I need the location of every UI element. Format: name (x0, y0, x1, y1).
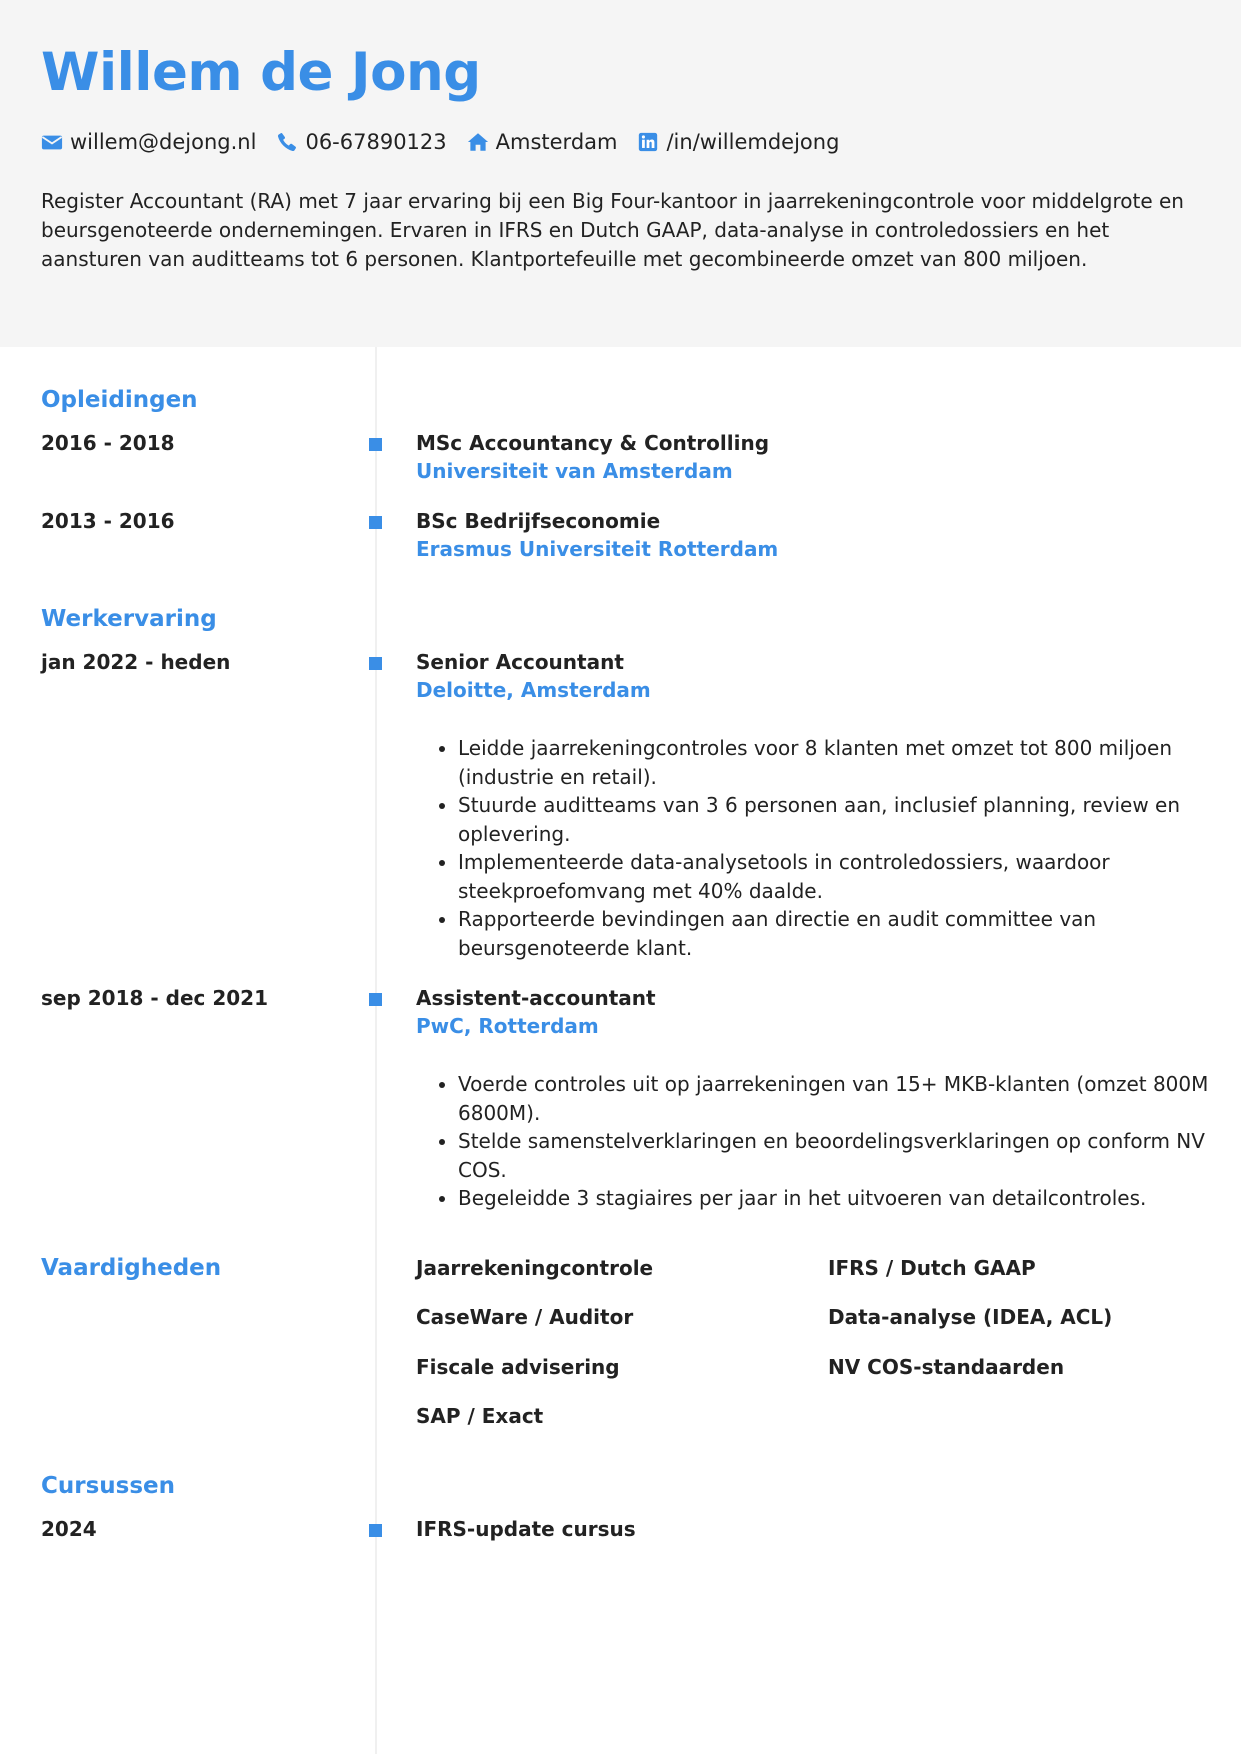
contact-phone[interactable] (276, 130, 446, 154)
contact-email[interactable] (41, 130, 256, 154)
contact-bar (41, 127, 859, 157)
email-text: willem@dejong.nl (70, 130, 257, 154)
list-item: • Implementeerde data-analysetools in controledossiers, waardoor steekproefomvang met 40% daalde. (458, 848, 1218, 905)
skill-item: SAP / Exact (416, 1404, 544, 1428)
education-school: Universiteit van Amsterdam (416, 459, 733, 483)
skill-item: Jaarrekeningcontrole (416, 1256, 654, 1280)
linkedin-icon (637, 131, 659, 153)
list-item: • Leidde jaarrekeningcontroles voor 8 klanten met omzet tot 800 miljoen (industrie en retail). (458, 734, 1218, 791)
education-degree: MSc Accountancy & Controlling (416, 431, 770, 455)
location-text: Amsterdam (495, 130, 618, 154)
experience-role: Senior Accountant (416, 650, 624, 674)
experience-company: PwC, Rotterdam (416, 1014, 599, 1038)
courses-heading: Cursussen (41, 1473, 176, 1499)
phone-text: 06-67890123 (305, 130, 447, 154)
candidate-name: Willem de Jong (41, 42, 481, 103)
experience-heading: Werkervaring (41, 606, 217, 632)
education-date: 2016 - 2018 (41, 431, 175, 455)
list-item: • Rapporteerde bevindingen aan directie en audit committee van beursgenoteerde klant. (458, 905, 1218, 962)
skill-item: Fiscale advisering (416, 1355, 620, 1379)
timeline-marker (369, 438, 382, 451)
education-degree: BSc Bedrijfseconomie (416, 509, 661, 533)
timeline-divider (375, 347, 377, 1754)
skill-item: Data-analyse (IDEA, ACL) (828, 1305, 1113, 1329)
education-school: Erasmus Universiteit Rotterdam (416, 537, 779, 561)
course-date: 2024 (41, 1517, 97, 1541)
header (0, 0, 1241, 347)
contact-location (467, 130, 618, 154)
linkedin-text: /in/willemdejong (666, 130, 840, 154)
phone-icon (276, 131, 298, 153)
experience-role: Assistent-accountant (416, 986, 656, 1010)
skill-item: IFRS / Dutch GAAP (828, 1256, 1036, 1280)
skill-item: NV COS-standaarden (828, 1355, 1065, 1379)
timeline-marker (369, 993, 382, 1006)
list-item: • Voerde controles uit op jaarrekeningen van 15+ MKB-klanten (omzet 800M 6800M). (458, 1070, 1218, 1127)
list-item: • Stelde samenstelverklaringen en beoordelingsverklaringen op conform NV COS. (458, 1127, 1218, 1184)
experience-company: Deloitte, Amsterdam (416, 678, 651, 702)
timeline-marker (369, 1524, 382, 1537)
envelope-icon (41, 131, 63, 153)
experience-bullets (416, 734, 1218, 962)
list-item: • Stuurde auditteams van 3 6 personen aan, inclusief planning, review en oplevering. (458, 791, 1218, 848)
list-item: • Begeleidde 3 stagiaires per jaar in het uitvoeren van detailcontroles. (458, 1184, 1218, 1213)
profile-summary: Register Accountant (RA) met 7 jaar ervaring bij een Big Four-kantoor in jaarrekeningcontrole voor middelgrote en beursgenoteerde ondernemingen. Ervaren in IFRS en Dutch GAAP, data-analyse in controledossiers en het aansturen van auditteams tot 6 personen. Klantportefeuille met gecombineerde omzet van 800 miljoen. (41, 189, 1184, 271)
education-heading: Opleidingen (41, 387, 198, 413)
education-date: 2013 - 2016 (41, 509, 175, 533)
skill-item: CaseWare / Auditor (416, 1305, 634, 1329)
timeline-marker (369, 657, 382, 670)
course-name: IFRS-update cursus (416, 1517, 636, 1541)
contact-linkedin[interactable] (637, 130, 839, 154)
experience-bullets (416, 1070, 1218, 1213)
experience-date: jan 2022 - heden (41, 650, 231, 674)
experience-date: sep 2018 - dec 2021 (41, 986, 269, 1010)
timeline-marker (369, 516, 382, 529)
skills-heading: Vaardigheden (41, 1255, 222, 1281)
home-icon (467, 131, 489, 153)
